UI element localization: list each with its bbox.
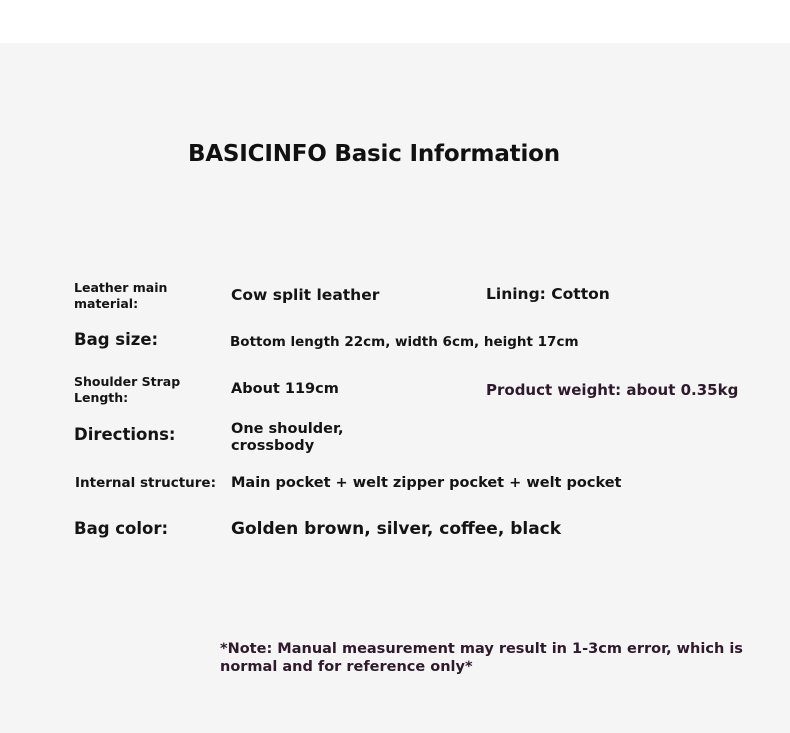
strap-length-label: Shoulder Strap Length: <box>74 374 181 405</box>
bag-color-value: Golden brown, silver, coffee, black <box>231 519 562 539</box>
product-weight-value: Product weight: about 0.35kg <box>486 381 739 399</box>
bag-size-value: Bottom length 22cm, width 6cm, height 17cm <box>230 334 579 350</box>
directions-label: Directions: <box>74 425 176 444</box>
bag-color-label: Bag color: <box>74 519 169 538</box>
directions-value: One shoulder, crossbody <box>231 421 344 454</box>
page-title: BASICINFO Basic Information <box>188 141 560 167</box>
strap-length-value: About 119cm <box>231 381 339 397</box>
material-label: Leather main material: <box>74 280 168 311</box>
internal-structure-label: Internal structure: <box>75 475 216 491</box>
lining-value: Lining: Cotton <box>486 285 610 303</box>
material-value: Cow split leather <box>231 286 380 304</box>
bag-size-label: Bag size: <box>74 330 159 349</box>
measurement-note: *Note: Manual measurement may result in 1-3cm error, which is normal and for reference only* <box>220 641 743 675</box>
internal-structure-value: Main pocket + welt zipper pocket + welt pocket <box>231 475 622 491</box>
